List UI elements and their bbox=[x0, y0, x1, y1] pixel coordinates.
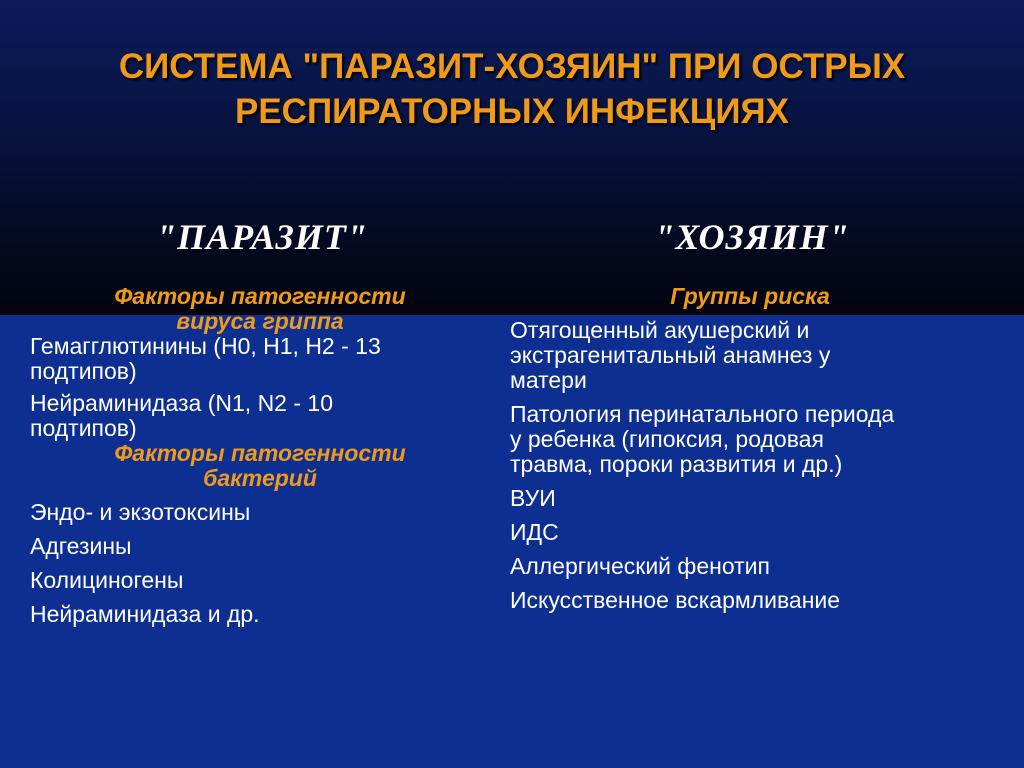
list-item-line: травма, пороки развития и др.) bbox=[510, 451, 843, 477]
virus-factors-subhead-line-1: Факторы патогенности bbox=[114, 283, 406, 309]
list-item-line: Гемагглютинины (Н0, Н1, Н2 - 13 bbox=[30, 333, 381, 359]
parasite-heading: "ПАРАЗИТ" bbox=[156, 217, 368, 257]
parasite-column bbox=[30, 284, 490, 627]
list-item-ids: ИДС bbox=[510, 519, 559, 545]
risk-groups-subhead: Группы риска bbox=[670, 283, 830, 309]
list-item-line: матери bbox=[510, 367, 587, 393]
list-item-anamnesis bbox=[510, 318, 990, 393]
list-item-line: Отягощенный акушерский и bbox=[510, 317, 810, 343]
list-item-allergic-phenotype: Аллергический фенотип bbox=[510, 553, 770, 579]
slide-title-line-1: СИСТЕМА "ПАРАЗИТ-ХОЗЯИН" ПРИ ОСТРЫХ bbox=[118, 47, 906, 86]
list-item-line: Нейраминидаза (N1, N2 - 10 bbox=[30, 390, 333, 416]
virus-factors-subhead-line-2: вируса гриппа bbox=[176, 308, 344, 334]
list-item-line: подтипов) bbox=[30, 415, 137, 441]
slide-title-line-2: РЕСПИРАТОРНЫХ ИНФЕКЦИЯХ bbox=[234, 92, 789, 131]
list-item-line: экстрагенитальный анамнез у bbox=[510, 342, 831, 368]
list-item-line: у ребенка (гипоксия, родовая bbox=[510, 426, 824, 452]
list-item-artificial-feeding: Искусственное вскармливание bbox=[510, 587, 841, 613]
list-item-line: подтипов) bbox=[30, 358, 137, 384]
host-heading: "ХОЗЯИН" bbox=[654, 217, 850, 257]
list-item-hemagglutinins bbox=[30, 334, 490, 384]
list-item-neuraminidase-etc: Нейраминидаза и др. bbox=[30, 601, 260, 627]
list-item-adhesins: Адгезины bbox=[30, 533, 132, 559]
list-item-vui: ВУИ bbox=[510, 485, 556, 511]
list-item-neuraminidase-virus bbox=[30, 391, 490, 441]
host-column bbox=[510, 284, 990, 613]
slide-title bbox=[0, 44, 1024, 134]
list-item-perinatal-pathology bbox=[510, 402, 990, 477]
list-item-colicinogens: Колициногены bbox=[30, 567, 184, 593]
bacteria-factors-subhead bbox=[30, 441, 490, 491]
list-item-toxins: Эндо- и экзотоксины bbox=[30, 499, 251, 525]
bacteria-factors-subhead-line-1: Факторы патогенности bbox=[114, 440, 406, 466]
bacteria-factors-subhead-line-2: бактерий bbox=[203, 465, 317, 491]
virus-factors-subhead bbox=[30, 284, 490, 334]
list-item-line: Патология перинатального периода bbox=[510, 401, 895, 427]
